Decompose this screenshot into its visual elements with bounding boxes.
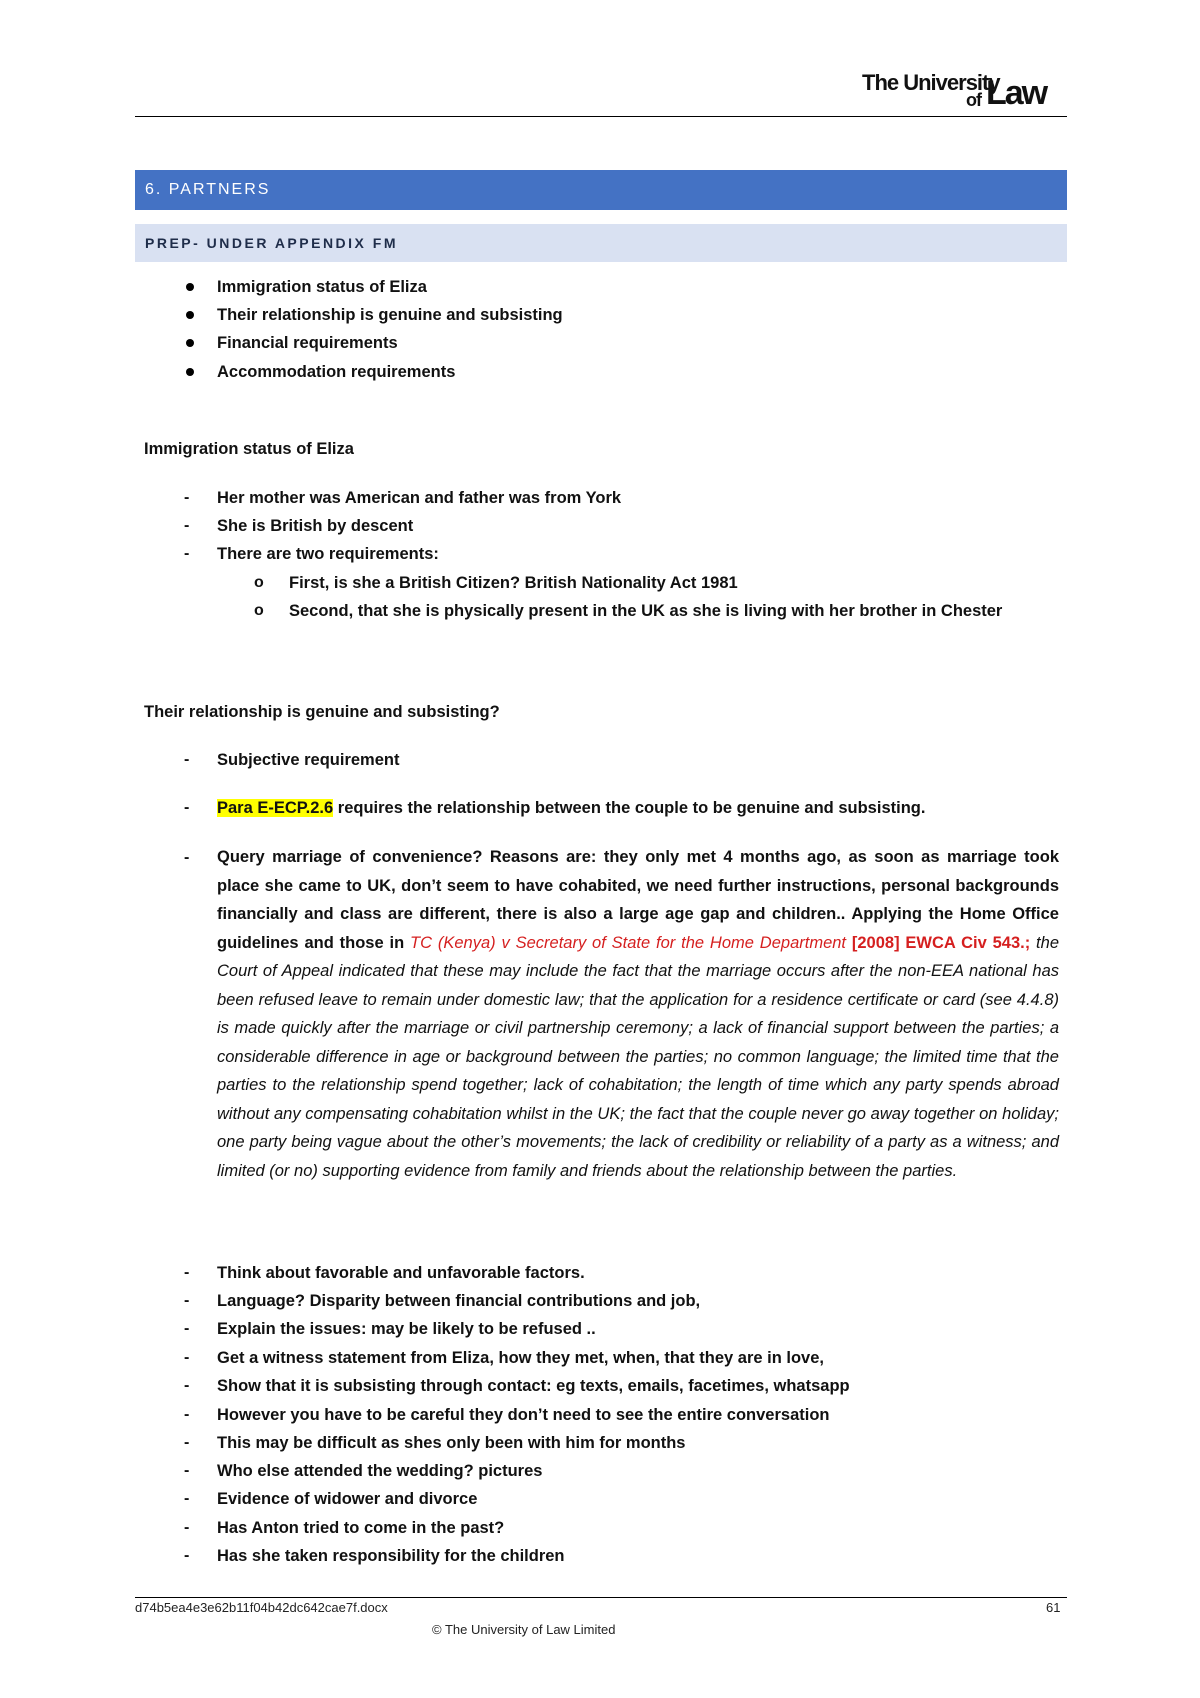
dash-marker: - — [184, 1349, 190, 1366]
point-item: Explain the issues: may be likely to be refused .. — [217, 1320, 596, 1338]
immigration-sub-item: First, is she a British Citizen? British Nationality Act 1981 — [289, 574, 738, 592]
dash-marker: - — [184, 1264, 190, 1281]
overview-item: Accommodation requirements — [217, 363, 456, 381]
section-title-bar — [135, 170, 1067, 210]
point-item: Evidence of widower and divorce — [217, 1490, 478, 1508]
immigration-item: Her mother was American and father was from York — [217, 489, 622, 507]
point-item: Show that it is subsisting through contact: eg texts, emails, facetimes, whatsapp — [217, 1377, 850, 1395]
logo-line-1: The University — [862, 70, 1000, 95]
immigration-item: She is British by descent — [217, 517, 414, 535]
immigration-heading: Immigration status of Eliza — [144, 440, 354, 458]
dash-marker: - — [184, 799, 190, 816]
case-citation: [2008] EWCA Civ 543.; — [846, 933, 1031, 952]
bullet-icon — [186, 283, 194, 291]
relationship-item — [217, 797, 925, 819]
dash-marker: - — [184, 1406, 190, 1423]
footer-page-number: 61 — [1046, 1600, 1061, 1615]
point-item: However you have to be careful they don’t need to see the entire conversation — [217, 1406, 830, 1424]
section-title: 6. PARTNERS — [145, 181, 271, 198]
dash-marker: - — [184, 489, 190, 506]
university-logo — [856, 66, 1066, 110]
dash-marker: - — [184, 1519, 190, 1536]
dash-marker: - — [184, 517, 190, 534]
relationship-item: Subjective requirement — [217, 751, 400, 769]
dash-marker: - — [184, 1320, 190, 1337]
footer-filename: d74b5ea4e3e62b11f04b42dc642cae7f.docx — [135, 1600, 388, 1615]
point-item: Think about favorable and unfavorable factors. — [217, 1264, 585, 1282]
dash-marker: - — [184, 1547, 190, 1564]
paragraph-intro: Query marriage of convenience? Reasons are: they only met 4 months ago, as soon as marriage took place she came to UK, don’t seem to have cohabited, we need further instructions, personal backgrounds financially and class are different, there is also a large age gap and children.. Applying the Home Office guidelines and those in — [217, 848, 1059, 952]
sub-bullet-marker: o — [254, 574, 264, 591]
immigration-sub-item: Second, that she is physically present in the UK as she is living with her brother in Chester — [289, 602, 1003, 620]
dash-marker: - — [184, 849, 190, 866]
overview-item: Immigration status of Eliza — [217, 278, 427, 296]
header-divider — [135, 116, 1067, 117]
immigration-item: There are two requirements: — [217, 545, 439, 563]
marriage-of-convenience-paragraph — [217, 843, 1059, 1185]
dash-marker: - — [184, 751, 190, 768]
case-name: TC (Kenya) v Secretary of State for the Home Department — [410, 933, 847, 952]
dash-marker: - — [184, 1434, 190, 1451]
point-item: This may be difficult as shes only been with him for months — [217, 1434, 686, 1452]
highlighted-reference: Para E-ECP.2.6 — [217, 799, 334, 817]
sub-bullet-marker: o — [254, 602, 264, 619]
dash-marker: - — [184, 1490, 190, 1507]
section-subtitle-bar — [135, 224, 1067, 262]
dash-marker: - — [184, 1377, 190, 1394]
overview-item: Their relationship is genuine and subsisting — [217, 306, 563, 324]
point-item: Language? Disparity between financial contributions and job, — [217, 1292, 701, 1310]
section-subtitle: PREP- UNDER APPENDIX FM — [145, 235, 399, 251]
relationship-item-text: requires the relationship between the couple to be genuine and subsisting. — [333, 799, 926, 817]
point-item: Has she taken responsibility for the children — [217, 1547, 565, 1565]
bullet-icon — [186, 311, 194, 319]
logo-line-2: of — [966, 90, 981, 110]
point-item: Has Anton tried to come in the past? — [217, 1519, 505, 1537]
footer-copyright: © The University of Law Limited — [432, 1622, 616, 1637]
footer-divider — [135, 1597, 1067, 1598]
relationship-heading: Their relationship is genuine and subsisting? — [144, 703, 500, 721]
overview-item: Financial requirements — [217, 334, 398, 352]
point-item: Get a witness statement from Eliza, how they met, when, that they are in love, — [217, 1349, 824, 1367]
dash-marker: - — [184, 1462, 190, 1479]
dash-marker: - — [184, 545, 190, 562]
dash-marker: - — [184, 1292, 190, 1309]
point-item: Who else attended the wedding? pictures — [217, 1462, 543, 1480]
bullet-icon — [186, 368, 194, 376]
logo-line-3: Law — [986, 74, 1047, 112]
paragraph-italic-text: the Court of Appeal indicated that these may include the fact that the marriage occurs after the non-EEA national has been refused leave to remain under domestic law; that the application for a residence certificate or card (see 4.4.8) is made quickly after the marriage or civil partnership ceremony; a lack of financial support between the parties; a considerable difference in age or background between the parties; no common language; the limited time that the parties to the relationship spend together; lack of cohabitation; the length of time which any party spends abroad without any compensating cohabitation whilst in the UK; the fact that the couple never go away together on holiday; one party being vague about the other’s movements; the lack of credibility or reliability of a party as a witness; and limited (or no) supporting evidence from family and friends about the relationship between the parties. — [217, 933, 1059, 1180]
bullet-icon — [186, 339, 194, 347]
